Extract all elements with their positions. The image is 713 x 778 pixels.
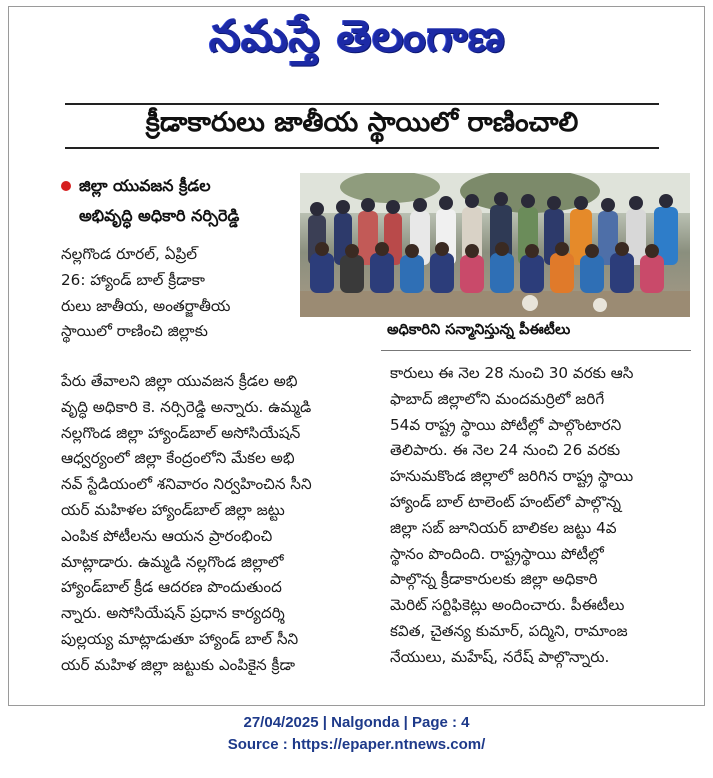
article-line: హ్యాండ్‌బాల్ క్రీడ ఆదరణ పొందుతుంద xyxy=(61,578,282,597)
headline-text: క్రీడాకారులు జాతీయ స్థాయిలో రాణించాలి xyxy=(145,107,579,138)
article-line: ఆధ్వర్యంలో జిల్లా కేంద్రంలోని మేకల అభి xyxy=(61,449,295,468)
article-line: స్థాయిలో రాణించి జిల్లాకు xyxy=(61,322,208,341)
article-line: 54వ రాష్ట్ర స్థాయి పోటీల్లో పాల్గొంటారని xyxy=(390,415,622,434)
article-line: నవ్ స్టేడియంలో శనివారం నిర్వహించిన సీని xyxy=(61,475,312,494)
article-line: మాట్లాడారు. ఉమ్మడి నల్లగొండ జిల్లాలో xyxy=(61,552,284,571)
article-line: రులు జాతీయ, అంతర్జాతీయ xyxy=(61,296,231,315)
article-line: యర్ మహిళ జిల్లా జట్టుకు ఎంపికైన క్రీడా xyxy=(61,655,295,674)
article-column-left-top xyxy=(61,242,301,345)
kicker-line-2 xyxy=(61,201,297,231)
article-line: జిల్లా సబ్ జూనియర్ బాలికల జట్టు 4వ xyxy=(390,518,617,537)
article-line: వృద్ధి అధికారి కె. నర్సిరెడ్డి అన్నారు. ఉమ్మడి xyxy=(61,397,312,416)
newspaper-clipping xyxy=(8,6,705,706)
article-line: ఎంపిక పోటీలను ఆయన ప్రారంభించి xyxy=(61,526,273,545)
caption-divider xyxy=(381,350,691,351)
masthead-title: నమస్తే తెలంగాణ xyxy=(209,11,506,62)
kicker xyxy=(61,171,297,231)
article-line: పేరు తేవాలని జిల్లా యువజన క్రీడల అభి xyxy=(61,372,298,390)
article-column-right xyxy=(390,361,680,671)
article-column-left xyxy=(61,369,377,679)
headline xyxy=(65,103,659,149)
article-line: హ్యాండ్ బాల్ టాలెంట్ హంట్‌లో పాల్గొన్న xyxy=(390,492,622,511)
photo-caption xyxy=(381,317,691,347)
article-line: పాల్గొన్న క్రీడాకారులకు జిల్లా అధికారి xyxy=(390,570,598,589)
article-line: నేయులు, మహేష్, నరేష్ పాల్గొన్నారు. xyxy=(390,647,610,666)
news-photo xyxy=(300,173,690,317)
article-line: ఫాబాద్ జిల్లాలోని మందమర్రిలో జరిగే xyxy=(390,389,605,408)
article-line: కారులు ఈ నెల 28 నుంచి 30 వరకు ఆసి xyxy=(390,364,634,382)
photo-caption-text: అధికారిని సన్మానిస్తున్న పీఈటీలు xyxy=(387,322,571,338)
article-line: కవిత, చైతన్య కుమార్, పద్మిని, రామాంజ xyxy=(390,621,628,640)
article-line: 26: హ్యాండ్ బాల్ క్రీడాకా xyxy=(61,270,205,289)
bullet-icon xyxy=(61,181,71,191)
kicker-line-1 xyxy=(61,171,297,201)
article-line: న్నారు. అసోసియేషన్ ప్రధాన కార్యదర్శి xyxy=(61,604,285,623)
article-line: హనుమకొండ జిల్లాలో జరిగిన రాష్ట్ర స్థాయి xyxy=(390,467,634,486)
photo-illustration xyxy=(300,173,690,317)
masthead xyxy=(109,11,606,73)
footer-source-link[interactable]: Source : https://epaper.ntnews.com/ xyxy=(227,736,486,753)
footer xyxy=(0,712,713,756)
footer-date-edition: 27/04/2025 | Nalgonda | Page : 4 xyxy=(243,714,470,731)
article-line: నల్లగొండ జిల్లా హ్యాండ్‌బాల్ అసోసియేషన్ xyxy=(61,423,301,442)
kicker-text-1: జిల్లా యువజన క్రీడల xyxy=(79,176,211,195)
kicker-text-2: అభివృద్ధి అధికారి నర్సిరెడ్డి xyxy=(79,206,240,225)
article-line: యర్ మహిళల హ్యాండ్‌బాల్ జిల్లా జట్టు xyxy=(61,500,285,519)
article-line: స్థానం పొందింది. రాష్ట్రస్థాయి పోటీల్లో xyxy=(390,544,604,563)
article-line: పుల్లయ్య మాట్లాడుతూ హ్యాండ్ బాల్ సీని xyxy=(61,629,299,648)
article-line: తెలిపారు. ఈ నెల 24 నుంచి 26 వరకు xyxy=(390,441,621,460)
article-line: నల్లగొండ రూరల్, ఏప్రిల్ xyxy=(61,245,198,263)
article-line: మెరిట్ సర్టిఫికెట్లు అందించారు. పీఈటీలు xyxy=(390,596,625,615)
